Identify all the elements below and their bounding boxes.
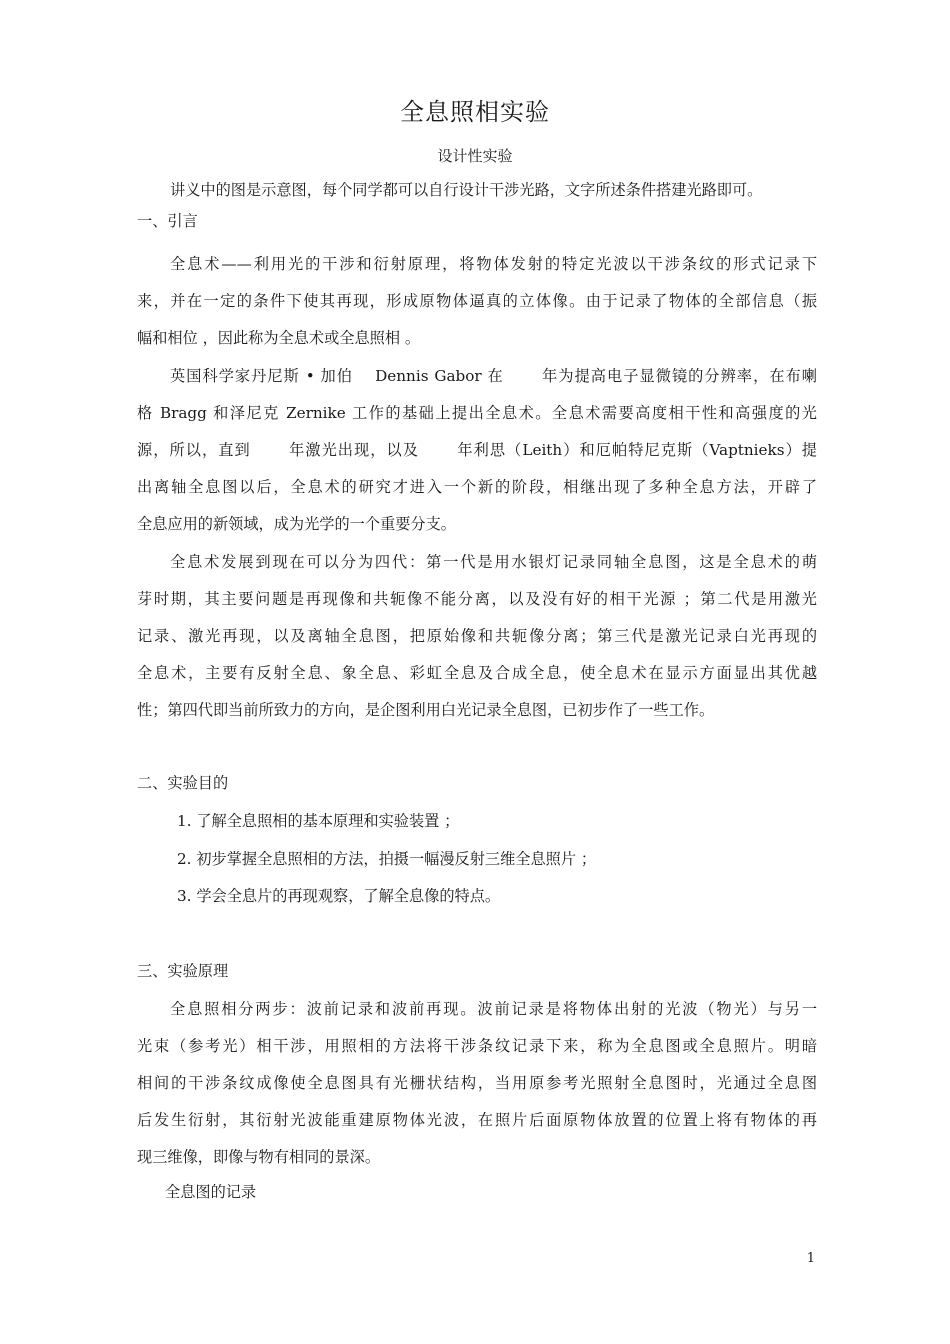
paragraph-line: 光束（参考光）相干涉，用照相的方法将干涉条纹记录下来，称为全息图或全息照片。明暗 <box>137 1037 817 1055</box>
section-heading-intro: 一、引言 <box>137 212 198 230</box>
paragraph-line: 后发生衍射，其衍射光波能重建原物体光波，在照片后面原物体放置的位置上将有物体的再 <box>137 1111 817 1129</box>
paragraph-line: 全息术，主要有反射全息、象全息、彩虹全息及合成全息，使全息术在显示方面显出其优越 <box>137 664 817 682</box>
paragraph-line: 格 Bragg 和泽尼克 Zernike 工作的基础上提出全息术。全息术需要高度相干性和高强度的光 <box>137 404 817 422</box>
list-item: 3. 学会全息片的再现观察，了解全息像的特点。 <box>177 887 501 905</box>
paragraph-line: 全息照相分两步：波前记录和波前再现。波前记录是将物体出射的光波（物光）与另一 <box>170 1000 817 1018</box>
page-number: 1 <box>806 1251 815 1266</box>
paragraph-line: 源，所以，直到 年激光出现，以及 年利思（Leith）和厄帕特尼克斯（Vaptnieks）提 <box>137 441 817 459</box>
page-title: 全息照相实验 <box>400 98 550 126</box>
paragraph-line: 英国科学家丹尼斯 • 加伯 Dennis Gabor 在 年为提高电子显微镜的分辨率，在布喇 <box>170 367 817 385</box>
paragraph-line: 性；第四代即当前所致力的方向，是企图利用白光记录全息图，已初步作了一些工作。 <box>137 701 715 719</box>
paragraph-line: 全息术发展到现在可以分为四代：第一代是用水银灯记录同轴全息图，这是全息术的萌 <box>170 553 817 571</box>
section-heading-purpose: 二、实验目的 <box>137 774 229 792</box>
paragraph-line: 记录、激光再现，以及离轴全息图，把原始像和共轭像分离；第三代是激光记录白光再现的 <box>137 627 817 645</box>
subsection-heading-record: 全息图的记录 <box>165 1183 257 1201</box>
paragraph-line: 全息应用的新领域，成为光学的一个重要分支。 <box>137 515 456 533</box>
list-item: 2. 初步掌握全息照相的方法，拍摄一幅漫反射三维全息照片 ； <box>177 850 597 868</box>
paragraph-line: 芽时期，其主要问题是再现像和共轭像不能分离，以及没有好的相干光源 ；第二代是用激光 <box>137 590 817 608</box>
page-subtitle: 设计性实验 <box>437 147 513 165</box>
section-heading-principle: 三、实验原理 <box>137 962 229 980</box>
paragraph-line: 全息术——利用光的干涉和衍射原理，将物体发射的特定光波以干涉条纹的形式记录下 <box>170 255 817 273</box>
list-item: 1. 了解全息照相的基本原理和实验装置 ； <box>177 812 460 830</box>
design-note: 讲义中的图是示意图，每个同学都可以自行设计干涉光路，文字所述条件搭建光路即可。 <box>170 181 763 199</box>
paragraph-line: 现三维像，即像与物有相同的景深。 <box>137 1148 380 1166</box>
paragraph-line: 来，并在一定的条件下使其再现，形成原物体逼真的立体像。由于记录了物体的全部信息（振 <box>137 292 817 310</box>
paragraph-line: 幅和相位 ，因此称为全息术或全息照相 。 <box>137 329 421 347</box>
paragraph-line: 相间的干涉条纹成像使全息图具有光栅状结构，当用原参考光照射全息图时，光通过全息图 <box>137 1074 817 1092</box>
paragraph-line: 出离轴全息图以后，全息术的研究才进入一个新的阶段，相继出现了多种全息方法，开辟了 <box>137 478 817 496</box>
